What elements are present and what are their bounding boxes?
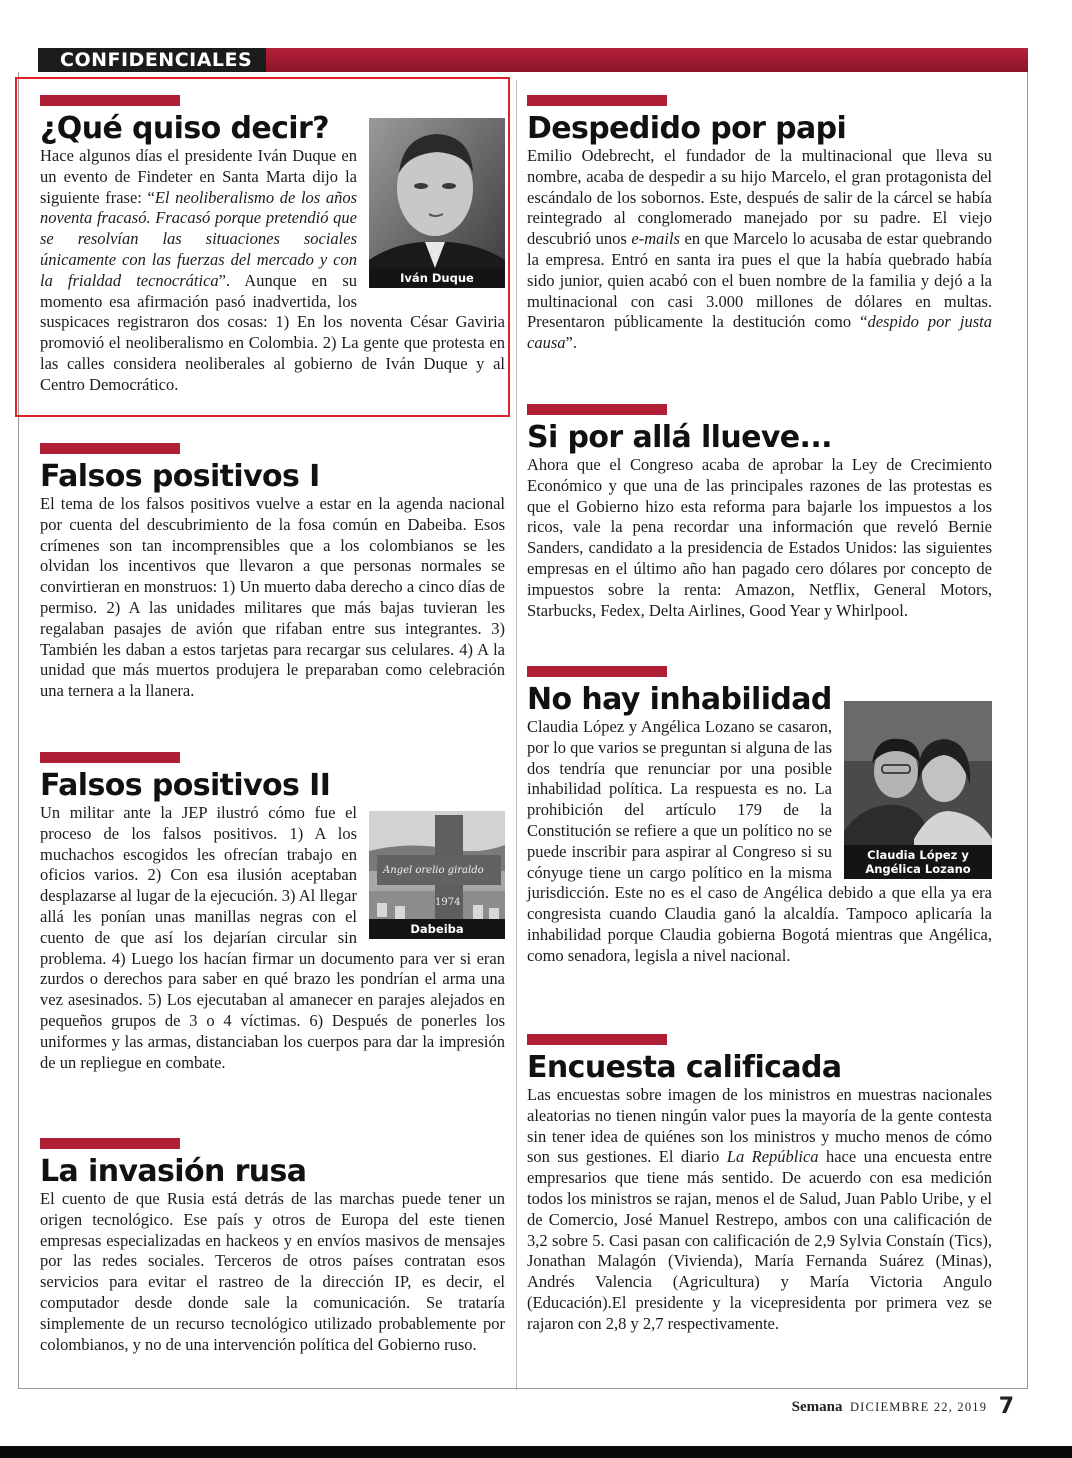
photo-caption: Iván Duque <box>369 268 505 288</box>
article-si-por-alla-llueve <box>527 404 992 621</box>
section-header <box>18 48 1028 72</box>
dabeiba-photo <box>369 811 505 939</box>
article-title: ¿Qué quiso decir? <box>40 111 329 146</box>
article-despedido-por-papi <box>527 95 992 354</box>
article-body: Un militar ante la JEP ilustró cómo fue el proceso de los falsos positivos. 1) A los muchachos escogidos les ofrecían trabajo en oficios varios. 2) Con esa ilusión aceptaban desplazarse al lugar de la ejecución. 3) Al llegar allá les ponían unas manillas negras con el cuento de que así los dejarían circular sin problema. 4) Luego los hacían firmar un documento para ver si eran zurdos o derechos para saber en qué brazo les pondrían el arma una vez asesinados. 5) Los ejecutaban al amanecer en parajes alejados en pequeños grupos de 3 o 4 víctimas. 6) Después de ponerles los uniformes y las armas, distanciaban los cuerpos para dar la impresión de un repliegue en combate. <box>40 803 505 1072</box>
article-accent-bar <box>527 1034 667 1045</box>
column-divider <box>516 80 517 1390</box>
svg-text:Angel orelio giraldo: Angel orelio giraldo <box>383 865 484 876</box>
article-title: Si por allá llueve... <box>527 420 832 455</box>
article-accent-bar <box>40 443 180 454</box>
article-accent-bar <box>527 666 667 677</box>
article-title: La invasión rusa <box>40 1154 307 1189</box>
couple-photo <box>844 701 992 879</box>
article-accent-bar <box>527 404 667 415</box>
right-rule <box>1027 72 1028 1388</box>
page-number: 7 <box>998 1394 1014 1419</box>
issue-date: DICIEMBRE 22, 2019 <box>849 1400 988 1414</box>
article-accent-bar <box>40 1138 180 1149</box>
scan-edge <box>0 1446 1072 1458</box>
article-body: Claudia López y Angélica Lozano se casaron, por lo que varios se preguntan si alguna de las dos tendría que renunciar por una posible inhabilidad política. La respuesta es no. La prohibición del artículo 179 de la Constitución se refiere a que un político no se puede inscribir para aspirar al Congreso si su cónyuge tiene un cargo político en la misma jurisdicción. Este no es el caso de Angélica debido a que ella ya era congresista cuando Claudia ganó la alcaldía. Tampoco aplicaría la inhabilidad porque Claudia gobierna Bogotá mientras que Angélica, como senadora, legisla a nivel nacional. <box>527 717 992 965</box>
magazine-name: Semana <box>791 1399 843 1415</box>
article-body: Ahora que el Congreso acaba de aprobar la Ley de Crecimiento Económico y que una de las principales razones de las protestas es que el Gobierno hizo esta reforma para bajarle los impuestos a los ricos, vale la pena recordar una información que reveló Bernie Sanders, candidato a la presidencia de Estados Unidos: las siguientes empresas en el último año han pagado cero dólares por concepto de impuestos sobre la renta: Amazon, Netflix, General Motors, Starbucks, Fedex, Delta Airlines, Good Year y Whirlpool. <box>527 455 992 620</box>
svg-text:1974: 1974 <box>435 897 461 908</box>
article-title: No hay inhabilidad <box>527 682 832 717</box>
article-accent-bar <box>527 95 667 106</box>
page-footer <box>792 1394 1014 1419</box>
article-body: El cuento de que Rusia está detrás de las marchas puede tener un origen tecnológico. Ese país y otros de Europa del este tienen empresas especializadas en hackeos y en envíos masivos de mensajes por las redes sociales. Terceros de otros países contratan esos servicios para evitar el rastreo de la dirección IP, es decir, el computador desde donde sale la comunicación. Se trataría simplemente de un recurso tecnológico utilizado probablemente por colombianos, y no de una intervención política del Gobierno ruso. <box>40 1189 505 1354</box>
section-stripe <box>266 48 1028 72</box>
article-title: Falsos positivos II <box>40 768 331 803</box>
article-invasion-rusa <box>40 1138 505 1355</box>
article-title: Falsos positivos I <box>40 459 320 494</box>
photo-caption: Claudia López y Angélica Lozano <box>844 845 992 879</box>
photo-caption: Dabeiba <box>369 919 505 939</box>
article-title: Encuesta calificada <box>527 1050 842 1085</box>
article-quote: El neoliberalismo de los años noventa fracasó. Fracasó porque pretendió que se resolvían las situaciones sociales únicamente con las fuerzas del mercado y con la frialdad tecnocrática <box>40 187 357 290</box>
article-no-hay-inhabilidad <box>527 666 992 967</box>
article-body: El tema de los falsos positivos vuelve a estar en la agenda nacional por cuenta del descubrimiento de la fosa común en Dabeiba. Esos crímenes son tan incomprensibles que a los colombianos se les olvidan los incentivos que llevaron a que personas normales se convirtieran en monstruos: 1) Un muerto daba derecho a cinco días de permiso. 2) A las unidades militares que más bajas tuvieran les regalaban pasajes de avión que rifaban entre sus integrantes. 3) También les daban a estos tarjetas para recargar sus celulares. 4) A la unidad que más muertos produjera le preparaban como celebración una ternera a la llanera. <box>40 494 505 701</box>
article-accent-bar <box>40 752 180 763</box>
article-falsos-positivos-1 <box>40 443 505 702</box>
bottom-rule <box>18 1388 1028 1389</box>
article-title: Despedido por papi <box>527 111 847 146</box>
section-label: CONFIDENCIALES <box>38 48 266 72</box>
article-falsos-positivos-2 <box>40 752 505 1073</box>
article-body: Hace algunos días el presidente Iván Duque en un evento de Findeter en Santa Marta dijo la siguiente frase: “El neoliberalismo de los años noventa fracasó. Fracasó porque pretendió que se resolvían las situaciones sociales únicamente con las fuerzas del mercado y con la frialdad tecnocrática”. Aunque en su momento esa afirmación pasó inadvertida, los suspicaces registraron dos cosas: 1) En los noventa César Gaviria promovió el neoliberalismo en Colombia. 2) La gente que protesta en las calles considera neoliberales al gobierno de Iván Duque y al Centro Democrático. <box>40 146 505 394</box>
article-body: Las encuestas sobre imagen de los ministros en muestras nacionales aleatorias no tienen ningún valor pues la mayoría de la gente contesta sin tener idea de quiénes son los ministros y mucho menos de cómo son sus gestiones. El diario La República hace una encuesta entre empresarios que tiene más sentido. De acuerdo con esa medición todos los ministros se rajan, menos el de Salud, Juan Pablo Uribe, y el de Comercio, José Manuel Restrepo, ambos con una calificación de 3,2 sobre 5. Casi pasan con calificación de 2,9 Sylvia Constaín (Tics), Jonathan Malagón (Vivienda), María Fernanda Suárez (Minas), Andrés Valencia (Agricultura) y María Victoria Angulo (Educación).El presidente y la vicepresidenta por primera vez se rajaron con 2,8 y 2,7 respectivamente. <box>527 1085 993 1333</box>
article-encuesta-calificada <box>527 1034 992 1335</box>
article-body: Emilio Odebrecht, el fundador de la multinacional que lleva su nombre, acaba de despedir a su hijo Marcelo, el gran protagonista del escándalo de los sobornos. Este, después de salir de la cárcel se había reintegrado al conglomerado manejado por su padre. El viejo descubrió unos e-mails en que Marcelo lo acusaba de estar quebrando la empresa. Entró en santa ira pues el que la había quebrado había sido junior, quien acabó con el buen nombre de la familia y dejó a la multinacional con casi 3.000 millones de dólares en multas. Presentaron públicamente la destitución como “despido por justa causa”. <box>527 146 992 353</box>
highlight-box <box>15 77 510 417</box>
